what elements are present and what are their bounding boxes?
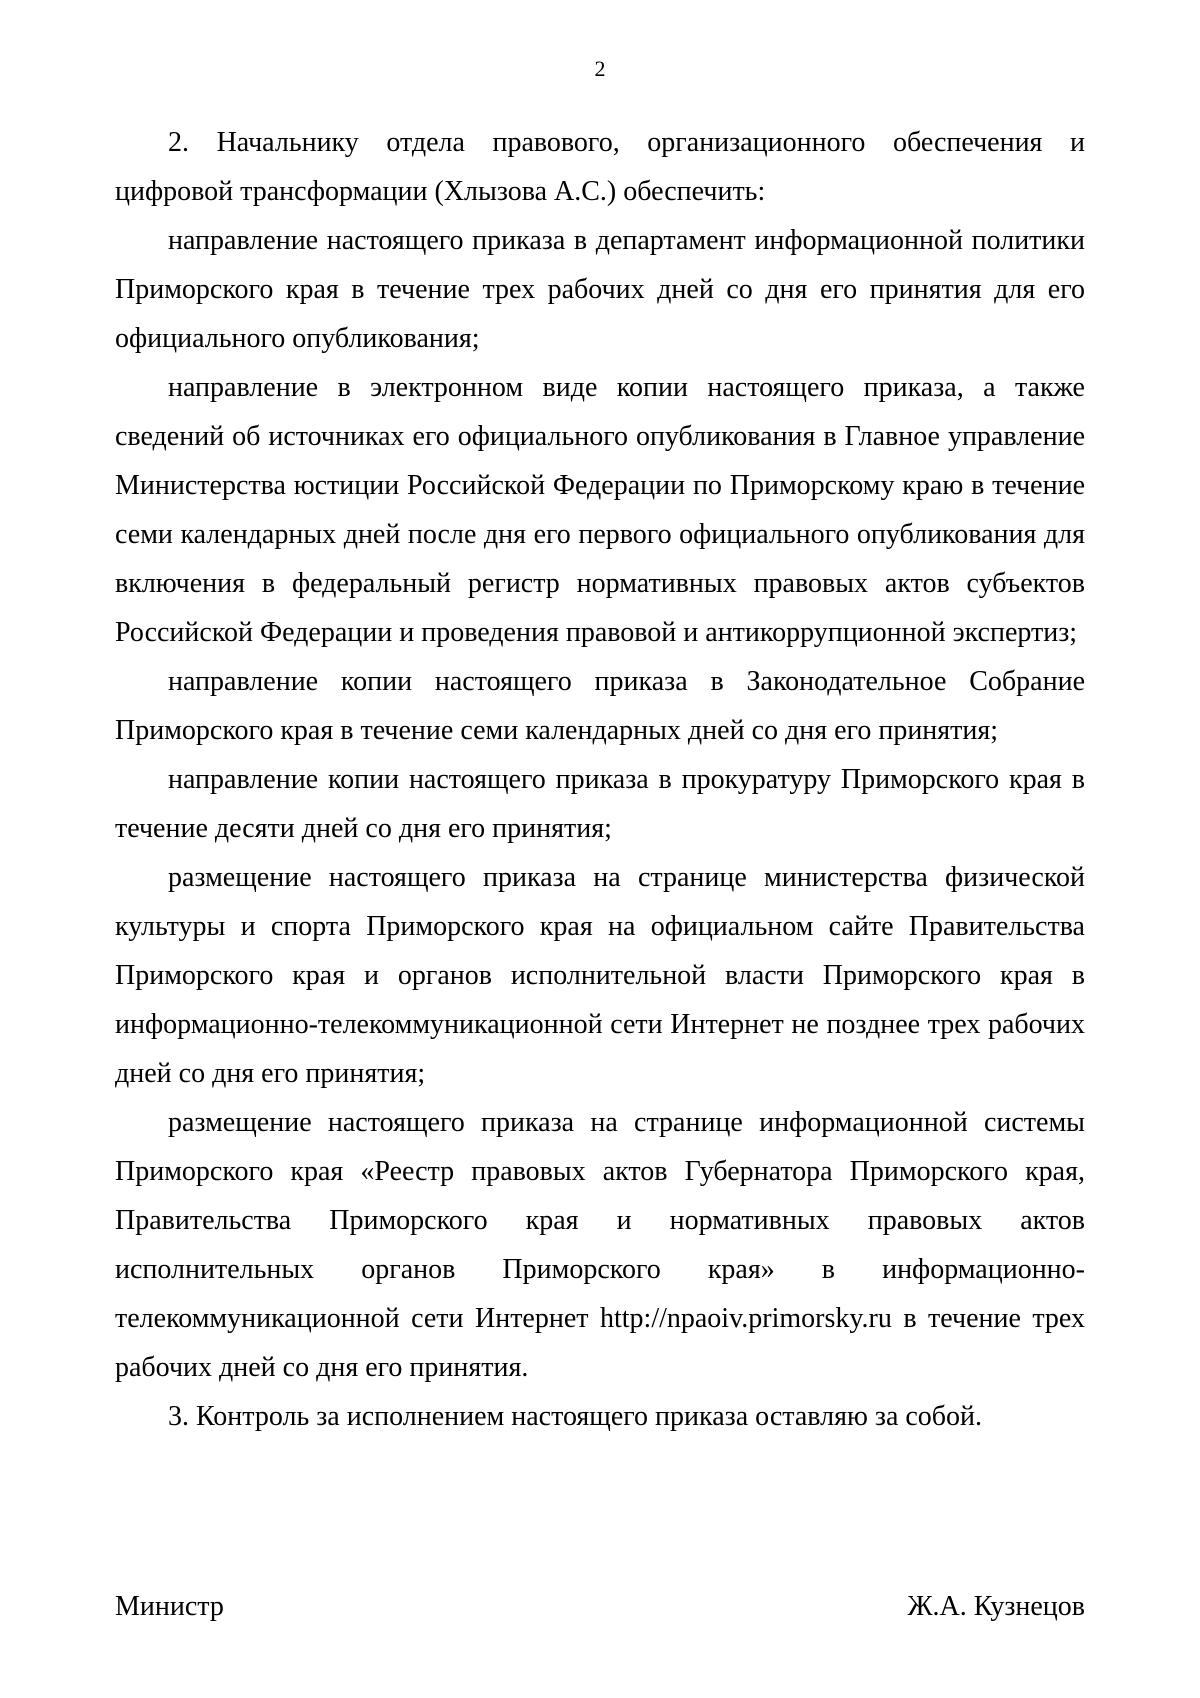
paragraph-publication-info-policy: направление настоящего приказа в департамент информационной политики Приморского края в течение трех рабочих дней со дня его принятия для его официального опубликования;	[115, 225, 1085, 354]
document-body	[115, 118, 1085, 1441]
paragraph-prosecutor: направление копии настоящего приказа в прокуратуру Приморского края в течение десяти дней со дня его принятия;	[115, 764, 1085, 844]
page-number: 2	[594, 56, 606, 81]
paragraph-registry-system: размещение настоящего приказа на странице информационной системы Приморского края «Реестр правовых актов Губернатора Приморского края, Правительства Приморского края и нормативных правовых актов исполнительных органов Приморского края» в информационно-телекоммуникационной сети Интернет http://npaoiv.primorsky.ru в течение трех рабочих дней со дня его принятия.	[115, 1107, 1085, 1383]
paragraph-official-site: размещение настоящего приказа на странице министерства физической культуры и спорта Приморского края на официальном сайте Правительства Приморского края и органов исполнительной власти Приморского края в информационно-телекоммуникационной сети Интернет не позднее трех рабочих дней со дня его принятия;	[115, 862, 1085, 1089]
paragraph-item-2: 2. Начальнику отдела правового, организационного обеспечения и цифровой трансформации (Хлызова А.С.) обеспечить:	[115, 127, 1085, 207]
signatory-name: Ж.А. Кузнецов	[907, 1591, 1085, 1622]
signature-block	[115, 1587, 1085, 1627]
paragraph-ministry-of-justice: направление в электронном виде копии настоящего приказа, а также сведений об источниках его официального опубликования в Главное управление Министерства юстиции Российской Федерации по Приморскому краю в течение семи календарных дней после дня его первого официального опубликования для включения в федеральный регистр нормативных правовых актов субъектов Российской Федерации и проведения правовой и антикоррупционной экспертиз;	[115, 372, 1085, 648]
paragraph-legislative-assembly: направление копии настоящего приказа в Законодательное Собрание Приморского края в течение семи календарных дней со дня его принятия;	[115, 666, 1085, 746]
paragraph-item-3: 3. Контроль за исполнением настоящего приказа оставляю за собой.	[168, 1401, 983, 1432]
signatory-position: Министр	[115, 1591, 224, 1622]
